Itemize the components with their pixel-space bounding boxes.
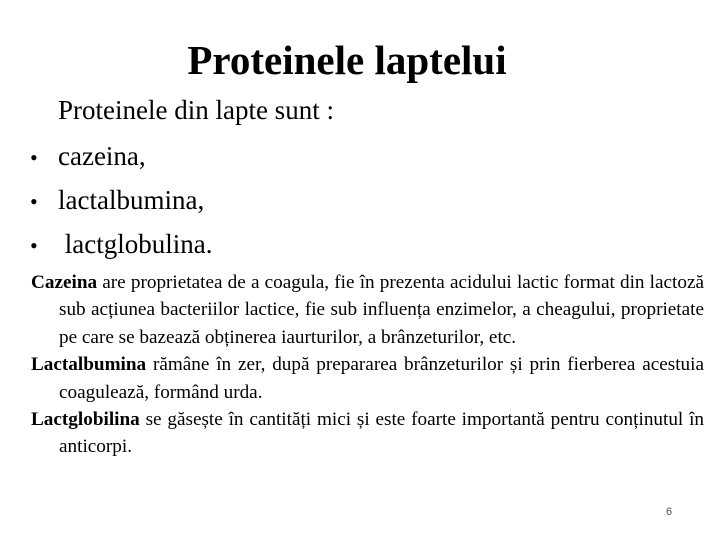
page-number: 6 [666, 506, 673, 518]
bullet-icon: • [30, 189, 38, 214]
protein-list [30, 138, 212, 270]
bullet-icon: • [30, 145, 38, 170]
list-item [30, 226, 212, 270]
paragraph-term: Lactglobilina [31, 409, 140, 431]
paragraph-term: Lactalbumina [31, 354, 147, 376]
paragraph-text: rămâne în zer, după prepararea brânzeturilor și prin fierberea acestuia coagulează, formând urda. [59, 354, 704, 403]
list-item-label: lactalbumina, [58, 185, 205, 215]
paragraph-text: se găsește în cantități mici și este foarte importantă pentru conținutul în anticorpi. [59, 409, 704, 458]
list-item-label: lactglobulina. [58, 229, 213, 259]
list-item [30, 182, 212, 226]
paragraph-term: Cazeina [31, 272, 98, 293]
slide-title: Proteinele laptelui [187, 37, 507, 83]
list-item-label: cazeina, [58, 141, 146, 171]
intro-text: Proteinele din lapte sunt : [58, 95, 334, 125]
paragraph-text: are proprietatea de a coagula, fie în prezenta acidului lactic format din lactoză sub acțiunea bacteriilor lactice, fie sub influența enzimelor, a cheagului, proprietate pe care se bazează obținerea iaurturilor, a brânzeturilor, etc. [59, 272, 704, 348]
list-item [30, 138, 212, 182]
paragraph-lactglobilina [31, 406, 704, 461]
description-block [31, 269, 704, 461]
paragraph-lactalbumina [31, 351, 704, 406]
paragraph-cazeina [31, 269, 704, 351]
bullet-icon: • [30, 233, 38, 258]
